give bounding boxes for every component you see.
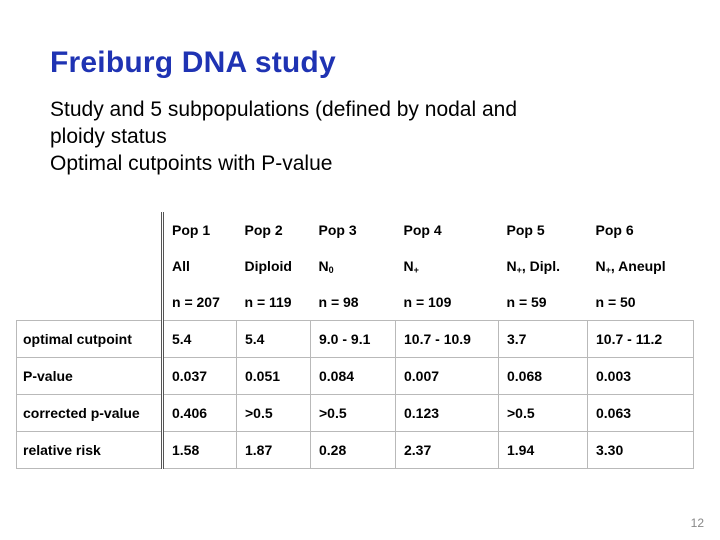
- table-cell: 0.123: [396, 395, 499, 432]
- table-cell: >0.5: [499, 395, 588, 432]
- row-label: P-value: [17, 358, 163, 395]
- corner-cell: [17, 212, 163, 248]
- group-header: Diploid: [244, 258, 292, 274]
- group-header: N0: [318, 257, 334, 275]
- row-label: corrected p-value: [17, 395, 163, 432]
- row-label: optimal cutpoint: [17, 321, 163, 358]
- table-row: [17, 321, 694, 358]
- table-cell: 0.084: [311, 358, 396, 395]
- slide-title: Freiburg DNA study: [50, 46, 336, 79]
- table-cell: 0.051: [237, 358, 311, 395]
- table-cell: 1.58: [163, 432, 237, 469]
- sample-size: n = 98: [311, 284, 396, 321]
- table-cell: 3.30: [588, 432, 694, 469]
- header-row-populations: [17, 212, 694, 248]
- population-header: Pop 2: [244, 222, 283, 238]
- table-cell: 9.0 - 9.1: [311, 321, 396, 358]
- population-header: Pop 4: [403, 222, 442, 238]
- table-cell: 10.7 - 11.2: [588, 321, 694, 358]
- table-cell: >0.5: [311, 395, 396, 432]
- table-cell: 2.37: [396, 432, 499, 469]
- header-row-sizes: [17, 284, 694, 321]
- population-header: Pop 5: [506, 222, 545, 238]
- corner-cell: [17, 248, 163, 284]
- header-row-groups: [17, 248, 694, 284]
- sample-size: n = 59: [499, 284, 588, 321]
- group-header: N+: [403, 257, 419, 275]
- table-cell: 5.4: [237, 321, 311, 358]
- table-cell: 1.87: [237, 432, 311, 469]
- table-cell: 0.037: [163, 358, 237, 395]
- table-row: [17, 395, 694, 432]
- table-cell: 0.063: [588, 395, 694, 432]
- table-cell: 1.94: [499, 432, 588, 469]
- sample-size: n = 207: [163, 284, 237, 321]
- sample-size: n = 119: [237, 284, 311, 321]
- subtitle-line: Study and 5 subpopulations (defined by nodal and: [50, 98, 518, 121]
- population-header: Pop 1: [163, 212, 237, 248]
- row-label: relative risk: [17, 432, 163, 469]
- slide-subtitle: [50, 96, 650, 177]
- table-cell: 3.7: [499, 321, 588, 358]
- group-header: All: [163, 248, 237, 284]
- table-cell: 0.28: [311, 432, 396, 469]
- corner-cell: [17, 284, 163, 321]
- table-cell: 0.007: [396, 358, 499, 395]
- group-header: N+, Dipl.: [506, 257, 561, 275]
- table-row: [17, 358, 694, 395]
- sample-size: n = 50: [588, 284, 694, 321]
- group-header: N+, Aneupl: [595, 257, 666, 275]
- table-cell: 0.406: [163, 395, 237, 432]
- table-row: [17, 432, 694, 469]
- population-header: Pop 3: [318, 222, 357, 238]
- table-cell: 5.4: [163, 321, 237, 358]
- population-header: Pop 6: [595, 222, 634, 238]
- table-cell: 0.003: [588, 358, 694, 395]
- table-cell: 10.7 - 10.9: [396, 321, 499, 358]
- table-cell: 0.068: [499, 358, 588, 395]
- results-table: [16, 212, 694, 469]
- subtitle-line: Optimal cutpoints with P-value: [50, 152, 333, 175]
- sample-size: n = 109: [396, 284, 499, 321]
- page-number: 12: [690, 516, 704, 530]
- table-cell: >0.5: [237, 395, 311, 432]
- subtitle-line: ploidy status: [50, 125, 167, 148]
